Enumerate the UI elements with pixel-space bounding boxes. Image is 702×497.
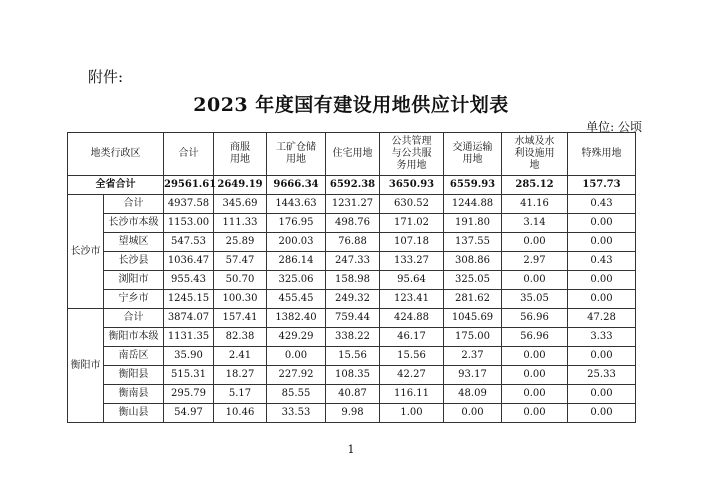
district-label: 衡山县	[104, 404, 164, 423]
table-cell: 1153.00	[164, 214, 214, 233]
table-row	[68, 214, 636, 233]
table-cell: 0.00	[568, 214, 636, 233]
table-cell: 9.98	[326, 404, 380, 423]
table-row	[68, 385, 636, 404]
header-commercial: 商服 用地	[214, 133, 267, 176]
district-label: 南岳区	[104, 347, 164, 366]
table-cell: 759.44	[326, 309, 380, 328]
table-cell: 1443.63	[267, 195, 326, 214]
header-special: 特殊用地	[568, 133, 636, 176]
header-residential: 住宅用地	[326, 133, 380, 176]
table-cell: 455.45	[267, 290, 326, 309]
table-cell: 325.05	[444, 271, 502, 290]
table-cell: 46.17	[380, 328, 444, 347]
table-cell: 82.38	[214, 328, 267, 347]
table-cell: 424.88	[380, 309, 444, 328]
table-cell: 1131.35	[164, 328, 214, 347]
table-cell: 955.43	[164, 271, 214, 290]
table-cell: 286.14	[267, 252, 326, 271]
header-industrial: 工矿仓储 用地	[267, 133, 326, 176]
city-label: 长沙市	[68, 195, 104, 309]
table-cell: 25.33	[568, 366, 636, 385]
table-cell: 6592.38	[326, 176, 380, 195]
table-cell: 1245.15	[164, 290, 214, 309]
district-label: 望城区	[104, 233, 164, 252]
header-row	[68, 133, 636, 176]
table-row	[68, 404, 636, 423]
table-cell: 295.79	[164, 385, 214, 404]
table-cell: 0.00	[444, 404, 502, 423]
table-cell: 0.00	[568, 347, 636, 366]
table-cell: 42.27	[380, 366, 444, 385]
table-cell: 227.92	[267, 366, 326, 385]
table-cell: 0.00	[502, 271, 568, 290]
table-cell: 35.90	[164, 347, 214, 366]
table-row	[68, 233, 636, 252]
table-cell: 2.97	[502, 252, 568, 271]
province-total-row	[68, 176, 636, 195]
table-row	[68, 309, 636, 328]
table-cell: 0.00	[267, 347, 326, 366]
table-cell: 281.62	[444, 290, 502, 309]
district-label: 宁乡市	[104, 290, 164, 309]
table-cell: 158.98	[326, 271, 380, 290]
header-total: 合计	[164, 133, 214, 176]
table-cell: 176.95	[267, 214, 326, 233]
district-label: 合计	[104, 195, 164, 214]
table-cell: 2.37	[444, 347, 502, 366]
table-cell: 247.33	[326, 252, 380, 271]
table-cell: 0.43	[568, 252, 636, 271]
table-cell: 0.00	[568, 385, 636, 404]
table-cell: 47.28	[568, 309, 636, 328]
table-cell: 429.29	[267, 328, 326, 347]
table-cell: 1045.69	[444, 309, 502, 328]
table-row	[68, 195, 636, 214]
table-cell: 0.00	[502, 233, 568, 252]
table-cell: 137.55	[444, 233, 502, 252]
district-label: 浏阳市	[104, 271, 164, 290]
table-cell: 0.00	[502, 404, 568, 423]
table-row	[68, 366, 636, 385]
table-cell: 308.86	[444, 252, 502, 271]
table-cell: 171.02	[380, 214, 444, 233]
table-cell: 515.31	[164, 366, 214, 385]
table-cell: 0.00	[502, 347, 568, 366]
land-supply-table	[67, 132, 636, 423]
table-cell: 3650.93	[380, 176, 444, 195]
table-row	[68, 271, 636, 290]
table-cell: 0.00	[502, 385, 568, 404]
header-water: 水域及水 利设施用 地	[502, 133, 568, 176]
table-cell: 25.89	[214, 233, 267, 252]
table-cell: 15.56	[380, 347, 444, 366]
header-public: 公共管理 与公共服 务用地	[380, 133, 444, 176]
table-cell: 4937.58	[164, 195, 214, 214]
table-cell: 2649.19	[214, 176, 267, 195]
table-cell: 1231.27	[326, 195, 380, 214]
table-cell: 191.80	[444, 214, 502, 233]
district-label: 合计	[104, 309, 164, 328]
table-cell: 0.00	[502, 366, 568, 385]
table-cell: 200.03	[267, 233, 326, 252]
district-label: 衡阳县	[104, 366, 164, 385]
table-cell: 57.47	[214, 252, 267, 271]
table-cell: 5.17	[214, 385, 267, 404]
table-cell: 18.27	[214, 366, 267, 385]
table-row	[68, 252, 636, 271]
table-body	[68, 176, 636, 423]
table-cell: 56.96	[502, 309, 568, 328]
table-cell: 3.33	[568, 328, 636, 347]
district-label: 衡南县	[104, 385, 164, 404]
table-cell: 345.69	[214, 195, 267, 214]
table-cell: 3.14	[502, 214, 568, 233]
table-cell: 56.96	[502, 328, 568, 347]
table-cell: 48.09	[444, 385, 502, 404]
table-cell: 93.17	[444, 366, 502, 385]
table-cell: 29561.61	[164, 176, 214, 195]
province-total-label: 全省合计	[68, 176, 164, 195]
table-cell: 108.35	[326, 366, 380, 385]
district-label: 长沙县	[104, 252, 164, 271]
district-label: 长沙市本级	[104, 214, 164, 233]
table-cell: 285.12	[502, 176, 568, 195]
table-cell: 0.43	[568, 195, 636, 214]
table-cell: 41.16	[502, 195, 568, 214]
city-label: 衡阳市	[68, 309, 104, 423]
table-cell: 100.30	[214, 290, 267, 309]
table-cell: 6559.93	[444, 176, 502, 195]
table-cell: 50.70	[214, 271, 267, 290]
table-cell: 1.00	[380, 404, 444, 423]
table-cell: 15.56	[326, 347, 380, 366]
table-cell: 133.27	[380, 252, 444, 271]
table-cell: 40.87	[326, 385, 380, 404]
table-cell: 54.97	[164, 404, 214, 423]
header-transport: 交通运输 用地	[444, 133, 502, 176]
table-cell: 33.53	[267, 404, 326, 423]
page-number: 1	[347, 443, 355, 456]
table-cell: 0.00	[568, 271, 636, 290]
district-label: 衡阳市本级	[104, 328, 164, 347]
header-region: 地类行政区	[68, 133, 164, 176]
table-cell: 111.33	[214, 214, 267, 233]
table-cell: 85.55	[267, 385, 326, 404]
table-cell: 1382.40	[267, 309, 326, 328]
table-cell: 0.00	[568, 404, 636, 423]
table-cell: 630.52	[380, 195, 444, 214]
table-cell: 3874.07	[164, 309, 214, 328]
table-cell: 498.76	[326, 214, 380, 233]
table-cell: 249.32	[326, 290, 380, 309]
table-cell: 2.41	[214, 347, 267, 366]
table-cell: 35.05	[502, 290, 568, 309]
table-cell: 157.73	[568, 176, 636, 195]
table-cell: 9666.34	[267, 176, 326, 195]
table-cell: 0.00	[568, 233, 636, 252]
table-cell: 547.53	[164, 233, 214, 252]
table-cell: 338.22	[326, 328, 380, 347]
table-cell: 95.64	[380, 271, 444, 290]
table-cell: 116.11	[380, 385, 444, 404]
table-cell: 107.18	[380, 233, 444, 252]
table-row	[68, 347, 636, 366]
table-cell: 10.46	[214, 404, 267, 423]
table-cell: 157.41	[214, 309, 267, 328]
table-cell: 325.06	[267, 271, 326, 290]
table-cell: 1244.88	[444, 195, 502, 214]
unit-label: 单位: 公顷	[586, 120, 642, 134]
table-row	[68, 290, 636, 309]
table-cell: 123.41	[380, 290, 444, 309]
table-cell: 0.00	[568, 290, 636, 309]
table-cell: 175.00	[444, 328, 502, 347]
table-cell: 76.88	[326, 233, 380, 252]
attachment-label: 附件:	[88, 68, 124, 86]
table-cell: 1036.47	[164, 252, 214, 271]
page-title: 2023 年度国有建设用地供应计划表	[193, 94, 509, 116]
table-row	[68, 328, 636, 347]
